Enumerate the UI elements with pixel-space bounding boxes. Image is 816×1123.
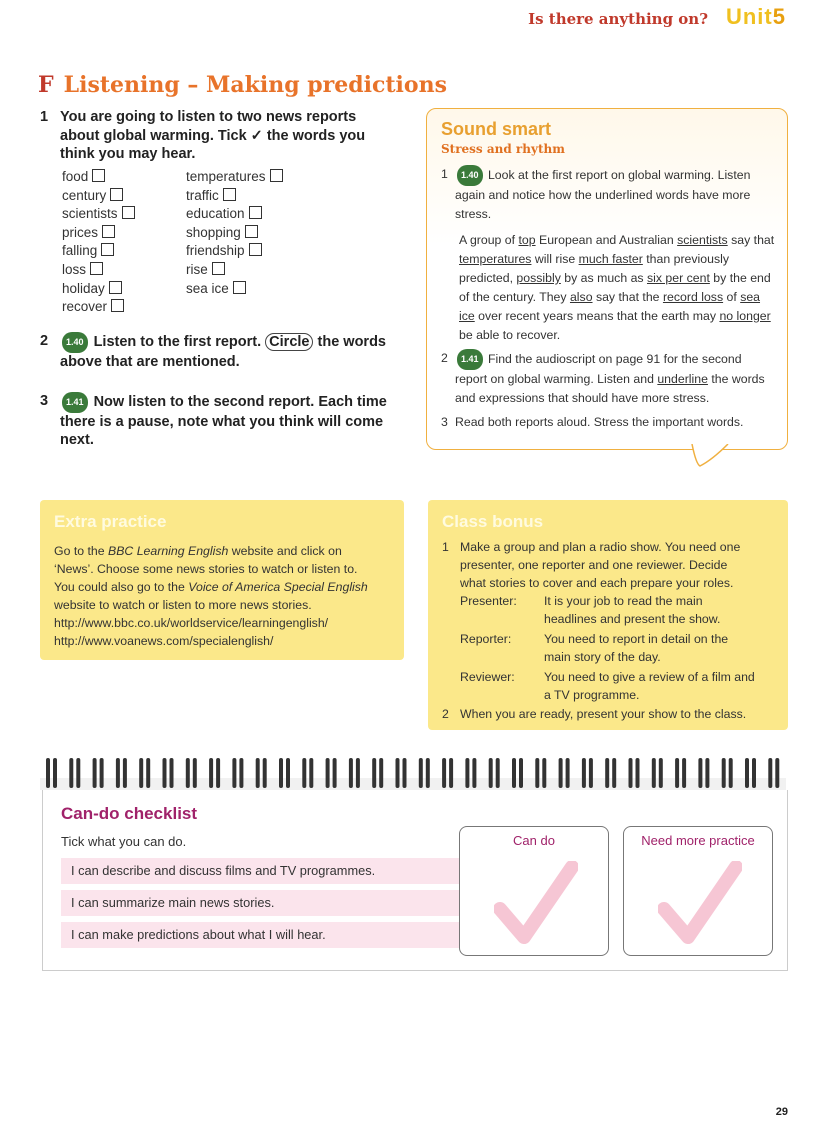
can-do-box[interactable] [459,826,609,956]
role-text: main story of the day. [544,650,661,664]
word-item [62,205,202,224]
word-label: food [62,169,89,184]
word-item [62,168,202,187]
word-label: falling [62,243,98,259]
checklist-row: I can summarize main news stories. [61,890,471,916]
unit-label [726,4,786,30]
cd-icon: 1.41 [457,349,483,370]
question-text-a: Listen to the first report. [93,334,262,351]
text: Go to the [54,544,109,558]
word-label: education [186,206,245,222]
role-reporter [460,630,780,666]
word-label: temperatures [186,169,266,184]
item-text: Read both reports aloud. Stress the important words. [455,415,744,429]
spiral-binding [40,756,786,790]
word-label: sea ice [186,280,229,296]
page-number: 29 [775,1106,788,1118]
text-segment: be able to recover. [459,328,561,342]
word-label: scientists [62,206,118,222]
word-item [186,187,326,206]
item-underlined: underline [657,372,708,386]
panel-title: Extra practice [54,512,167,531]
checklist-row: I can make predictions about what I will hear. [61,922,471,948]
text-segment: by as much as [560,271,647,285]
text-segment: over recent years means that the earth may [474,309,720,323]
question-text: Now listen to the second report. Each time there is a pause, note what you think will come next. [60,394,387,448]
stressed-word: no longer [719,309,771,323]
text-segment: A group of [459,233,519,247]
stressed-word: possibly [516,271,561,285]
item-text-b: the words and expressions that should have more stress. [455,372,765,405]
word-item [62,242,202,261]
item-number: 1 [441,167,448,181]
item-number: 2 [442,707,449,721]
tick-checkbox[interactable] [101,243,114,256]
unit-number: 5 [772,4,786,29]
tick-checkbox[interactable] [92,169,105,182]
section-title-text: Listening – Making predictions [63,72,447,98]
panel-title: Class bonus [442,512,544,531]
sound-smart-panel [426,108,788,450]
box-label: Need more practice [641,833,755,848]
tick-checkbox[interactable] [212,262,225,275]
role-text: You need to report in detail on the [544,632,729,646]
text-segment: by the end of the century. They [459,271,771,304]
section-title [38,72,447,98]
binding-strip [40,778,786,790]
tick-checkbox[interactable] [109,281,122,294]
cd-icon: 1.40 [457,165,483,186]
word-label: holiday [62,280,105,296]
checklist-row: I can describe and discuss films and TV programmes. [61,858,471,884]
word-label: prices [62,224,99,240]
item-text: Look at the first report on global warming. Listen again and notice how the underlined words have more stress. [455,167,751,221]
word-label: rise [186,261,208,277]
stressed-word: temperatures [459,252,532,266]
word-item [186,242,326,261]
site-name: Voice of America Special English [188,580,368,594]
role-text: a TV programme. [544,688,640,702]
question-number: 1 [40,109,49,125]
url-link[interactable]: http://www.voanews.com/specialenglish/ [54,634,274,648]
text: website and click on [228,544,342,558]
sound-item-2 [441,349,777,408]
cd-icon: 1.40 [62,332,88,353]
word-label: shopping [186,224,241,240]
panel-subtitle: Stress and rhythm [441,142,565,156]
tick-checkbox[interactable] [270,169,283,182]
word-label: loss [62,261,87,277]
stressed-word: sea ice [459,290,761,323]
word-label: recover [62,299,108,315]
checklist-title: Can-do checklist [61,804,198,823]
check-mark-icon [494,861,578,945]
text: You could also go to the [54,580,189,594]
unit-word: Unit [725,4,773,29]
need-more-practice-box[interactable] [623,826,773,956]
stressed-word: also [569,290,593,304]
word-item [62,224,202,243]
class-bonus-panel [428,500,788,730]
word-item [62,280,202,299]
tick-checkbox[interactable] [122,206,135,219]
tick-checkbox[interactable] [249,243,262,256]
text-line: Make a group and plan a radio show. You need one [460,540,741,554]
stressed-word: top [518,233,536,247]
section-letter: F [38,72,54,98]
text-segment: say that the [592,290,663,304]
site-name: BBC Learning English [108,544,229,558]
word-item [62,261,202,280]
panel-body [54,542,394,650]
item-number: 1 [442,540,449,554]
role-label: Reviewer: [460,670,515,684]
text-segment: will rise [531,252,579,266]
question-2 [40,332,400,371]
text-segment: European and Australian [535,233,678,247]
role-text: headlines and present the show. [544,612,721,626]
tick-checkbox[interactable] [102,225,115,238]
panel-title: Sound smart [441,119,552,139]
tick-checkbox[interactable] [223,188,236,201]
word-item [186,280,326,299]
word-item [186,168,326,187]
tick-checkbox[interactable] [111,299,124,312]
box-label: Can do [513,833,555,848]
word-item [62,187,202,206]
speech-bubble-tail [690,444,730,468]
extra-practice-panel [40,500,404,660]
running-header: Is there anything on? [528,10,708,28]
item-number: 2 [441,351,448,365]
word-item [186,224,326,243]
can-do-checklist [42,790,788,971]
word-item [62,298,202,317]
text: website to watch or listen to more news stories. [54,598,312,612]
question-text: You are going to listen to two news reports about global warming. Tick ✓ the words you think you may hear. [60,109,366,162]
tick-checkbox[interactable] [233,281,246,294]
sound-item-3 [441,413,777,432]
example-paragraph [459,231,779,345]
role-presenter [460,592,780,628]
word-label: friendship [186,243,245,259]
role-text: You need to give a review of a film and [544,670,755,684]
tick-checkbox[interactable] [90,262,103,275]
word-column-2 [186,168,326,298]
text: ‘News’. Choose some news stories to watch or listen to. [54,562,358,576]
question-number: 2 [40,333,49,349]
question-1 [40,108,380,164]
word-item [186,205,326,224]
url-link[interactable]: http://www.bbc.co.uk/worldservice/learningenglish/ [54,616,329,630]
role-label: Presenter: [460,594,517,608]
item-number: 3 [441,415,448,429]
checklist-instruction: Tick what you can do. [61,834,187,849]
item-text-a: Find the audioscript on page 91 for the second report on global warming. Listen and [455,351,742,386]
word-label: century [62,187,107,203]
text-line: presenter, one reporter and one reviewer. Decide [460,558,728,572]
stressed-word: scientists [677,233,728,247]
text-segment: than previously predicted, [459,252,729,285]
cd-icon: 1.41 [62,392,88,413]
stressed-word: record loss [662,290,724,304]
item-2-text: When you are ready, present your show to the class. [460,707,747,721]
word-column-1 [62,168,202,317]
sound-item-1 [441,165,777,224]
tick-checkbox[interactable] [110,188,123,201]
text-segment: of [723,290,741,304]
tick-checkbox[interactable] [249,206,262,219]
text-segment: say that [727,233,775,247]
question-text-b: the words above that are mentioned. [60,334,386,370]
question-3 [40,392,400,450]
item-1-text [460,538,780,592]
stressed-word: much faster [578,252,643,266]
tick-checkbox[interactable] [245,225,258,238]
check-mark-icon [658,861,742,945]
word-label: traffic [186,187,219,203]
role-label: Reporter: [460,632,512,646]
stressed-word: six per cent [646,271,710,285]
circle-word: Circle [265,333,313,351]
role-reviewer [460,668,780,704]
role-text: It is your job to read the main [544,594,703,608]
word-item [186,261,326,280]
text-line: what stories to cover and each prepare your roles. [460,576,734,590]
question-number: 3 [40,393,49,409]
